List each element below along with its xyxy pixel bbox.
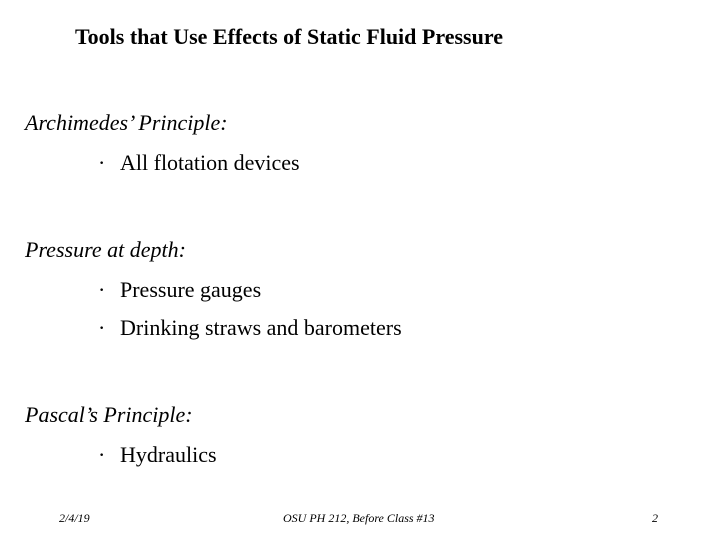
slide-title: Tools that Use Effects of Static Fluid Pressure xyxy=(75,24,503,49)
bullet-item xyxy=(98,315,402,341)
bullet-text: Pressure gauges xyxy=(120,277,262,302)
section-heading-pascal: Pascal’s Principle: xyxy=(25,402,193,427)
bullet-item xyxy=(98,150,300,176)
section-heading-archimedes: Archimedes’ Principle: xyxy=(25,110,228,135)
bullet-item xyxy=(98,442,217,468)
bullet-dot-icon: · xyxy=(98,277,106,302)
footer-date: 2/4/19 xyxy=(59,511,90,525)
bullet-text: All flotation devices xyxy=(120,150,300,175)
section-heading-pressure-depth: Pressure at depth: xyxy=(25,237,186,262)
footer-page-number: 2 xyxy=(652,511,658,525)
bullet-dot-icon: · xyxy=(98,315,106,340)
bullet-dot-icon: · xyxy=(98,150,106,175)
bullet-item xyxy=(98,277,261,303)
bullet-dot-icon: · xyxy=(98,442,106,467)
bullet-text: Drinking straws and barometers xyxy=(120,315,402,340)
footer-course: OSU PH 212, Before Class #13 xyxy=(283,511,435,525)
bullet-text: Hydraulics xyxy=(120,442,217,467)
